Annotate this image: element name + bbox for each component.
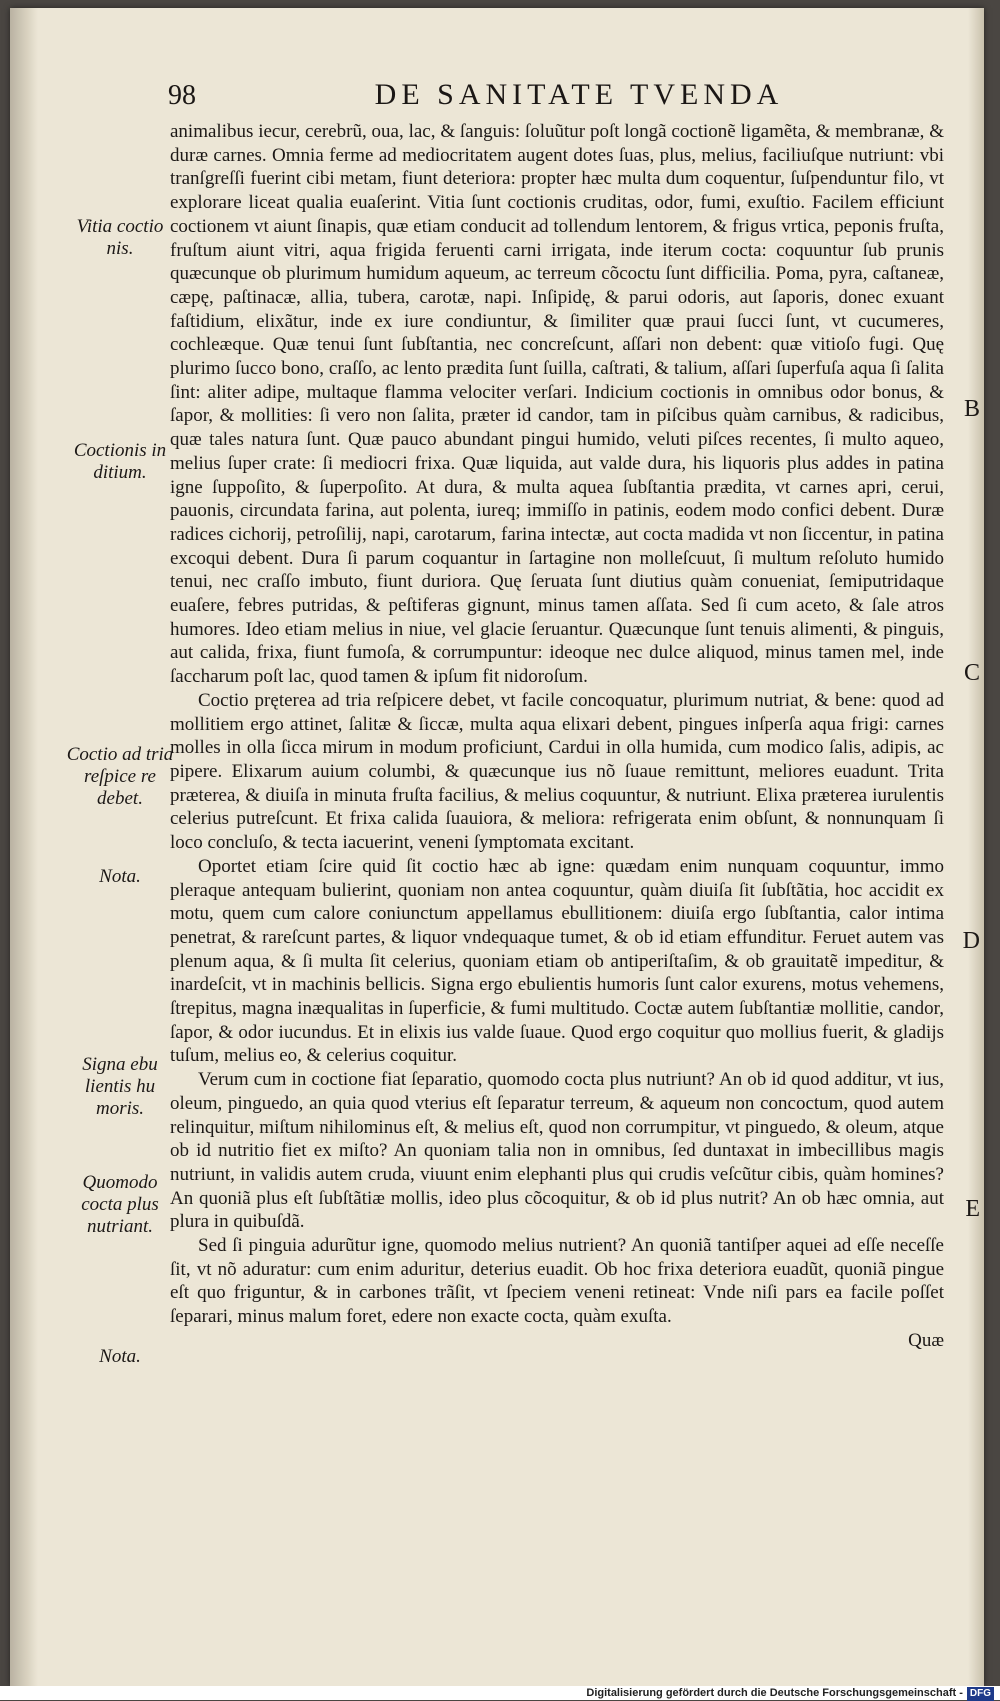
- book-page: [10, 8, 984, 1686]
- dfg-logo: DFG: [967, 1687, 994, 1701]
- paragraph: Sed ſi pinguia adurũtur igne, quomodo melius nutrient? An quoniã tantiſper aquei ad eſſe neceſſe ſit, vt nõ aduratur: cum enim aduritur, deterius euadit. Ob hoc frixa deteriora euadũt, quoniã pingue eſt quo friguntur, & in carbones trãſit, vt ſpeciem veneni retineat: Vnde niſi pars ea facile poſſet ſeparari, minus malum foret, edere non exacte cocta, quàm exuſta.: [170, 1235, 944, 1328]
- margin-note: Nota.: [99, 866, 141, 887]
- binding-gutter: [10, 8, 38, 1686]
- margin-note: Nota.: [99, 1346, 141, 1367]
- margin-note: Coctio ad tria reſpice re debet.: [66, 744, 174, 809]
- gathering-letter: B: [963, 396, 980, 422]
- margin-note: Quomodo cocta plus nutriant.: [81, 1172, 159, 1237]
- main-text: [170, 120, 944, 1353]
- paragraph: Oportet etiam ſcire quid ſit coctio hæc ab igne: quædam enim nunquam coquuntur, immo pleraque antequam bulierint, quoniam non antea coquuntur, quàm diuiſa ſit ſubſtãtia, hoc accidit ex motu, quem cum calore coniunctum appellamus ebullitionem: diuiſa ergo ſubſtantia, calor intima penetrat, & rareſcunt partes, & liquor vndequaque tumet, & ob id etiam effunditur. Feruet autem vas plenum aqua, & ſi multa ſit celerius, quoniam etiam ob antiperiſtaſim, & ob grauitatẽ impeditur, & inardeſcit, vt in machinis bellicis. Signa ergo ebulientis humoris ſunt calor exurens, motus vehemens, ſtrepitus, magna inæqualitas in ſuperficie, & fumi multitudo. Coctæ autem ſubſtantiæ mollitie, candor, ſapor, & odor iucundus. Et in elixis ius valde ſuaue. Quod ergo coquitur quo mollius fuerit, & gladijs tuſum, melius eo, & celerius coquitur.: [170, 855, 944, 1067]
- paragraph: Verum cum in coctione fiat ſeparatio, quomodo cocta plus nutriunt? An ob id quod additur, vt ius, oleum, pinguedo, an quia quod vterius eſt ſeparatur terreum, & aqueum non concoctum, quod autem relinquitur, miſtum nihilominus eſt, & melius eſt, quod non corrumpitur, vt pinguedo, & oleum, atque ob id nutritio fiet ex miſto? An quoniam talia non in omnibus, ſed duntaxat in imbecillibus magis nutriunt, in validis autem cruda, viuunt enim elephanti plus qui crudis veſcũtur cibis, quàm homines? An quoniã plus eſt ſubſtãtiæ mollis, ideo plus cõcoquitur, & ob id plus nutrit? An ob hæc omnia, aut plura in quibuſdã.: [170, 1069, 944, 1233]
- paragraph: Coctio pręterea ad tria reſpicere debet, vt facile concoquatur, plurimum nutriat, & bene: quod ad mollitiem ergo attinet, ſalitæ & ſiccæ, multa aqua elixari debent, pingues inſperſa aqua frigi: carnes molles in olla ſicca mirum in modum proficiunt, Cardui in olla humida, cum modico ſalis, adipis, ac pipere. Elixarum auium columbi, & quæcunque ius nõ ſuaue remittunt, meliores euadunt. Trita præterea, & diuiſa in minuta fruſta facilius, & melius coquuntur, & nutriunt. Elixa præterea iurulentis celerius putreſcunt. Et frixa calida ſuauiora, & meliora: refrigerata enim obſunt, & nonnunquam ſi loco concluſo, & tecta iacuerint, veneni ſymptomata excitant.: [170, 689, 944, 854]
- margin-note: Coctionis in ditium.: [73, 440, 167, 483]
- page-header: [168, 80, 948, 120]
- paragraph: animalibus iecur, cerebrũ, oua, lac, & ſanguis: ſoluũtur poſt longã coctionẽ ligamẽta, & membranæ, & duræ carnes. Omnia ferme ad mediocritatem augent dotes ſuas, plus, melius, faciliuſque nutriunt: vbi tranſgreſſi fuerint cibi metam, fiunt deteriora: propter hæc multa dum coquentur, ſuſpenduntur filo, vt explorare liceat qualia euaſerint. Vitia ſunt coctionis cruditas, odor, fumi, exuſtio. Facilem efficiunt coctionem vt aiunt ſinapis, quæ etiam conducit ad tollendum lentorem, & frigus vrtica, peponis fruſta, fruſtum aiunt vitri, aqua frigida feruenti carni irrigata, inde iterum cocta: coquuntur ſub prunis quæcunque ob plurimum humidum aqueum, ac terreum cõcoctu ſunt difficilia. Poma, pyra, caſtaneæ, cæpę, paſtinacæ, allia, tubera, carotæ, napi. Inſipidę, & parui odoris, aut ſaporis, donec exuant faſtidium, elixãtur, inde ex iure condiuntur, & ſimiliter quæ praui ſucci ſunt, vt cucumeres, cochleæque. Quæ tenui ſunt ſubſtantia, nec concreſcunt, aſſari non debent: quæ vitioſo fugi. Quę plurimo ſucco bono, craſſo, ac lento prædita ſunt ſuilla, caſtrati, & talium, aſſari ſuperfuſa aqua ſi ſalita ſint: aliter adipe, multaque flamma velociter verſari. Indicium coctionis in omnibus odor bonus, & ſapor, & mollities: ſi vero non ſalita, præter id candor, tam in piſcibus quàm carnibus, & radicibus, quæ tales natura ſunt. Quæ pauco abundant pingui humido, veluti piſces recentes, ſi multo aqueo, melius ſuper crate: ſi mediocri frixa. Quæ liquida, aut valde dura, his liquoris plus addes in patina igne ſuppoſito, & ſuperpoſito. At dura, & multa aquea ſubſtantia prædita, vt carnes apri, cerui, pauonis, circundata farina, aut polenta, iureq; immiſſo in patinis, eodem modo confici debent. Duræ radices cichorij, petroſilij, napi, carotarum, farina intectæ, aut cocta madida vt non ſiccentur, in patina excoqui debent. Dura ſi parum coquantur in ſartagine non molleſcuut, ſi multum reſoluto humido tenui, nec craſſo imbuto, fiunt duriora. Quę ſeruata ſunt diutius quàm conueniat, ſemiputridaque euaſere, febres putridas, & peſtiferas gignunt, minus tamen aſſata. Sed ſi cum aceto, & ſale atros humores. Ideo etiam melius in niue, vel glacie ſeruantur. Quæcunque ſunt tenuis alimenti, & pinguis, aut calida, frixa, fiunt fumoſa, & corrumpuntur: ideoque nec dulce aliquod, minus tamen mel, inde ſaccharum poſt lac, quod tamen & ipſum fit nidoroſum.: [170, 121, 944, 688]
- margin-note: Signa ebu lientis hu moris.: [82, 1054, 158, 1119]
- running-head: DE SANITATE TVENDA: [374, 78, 784, 111]
- gathering-letter: E: [965, 1196, 980, 1222]
- page-edge: [968, 8, 984, 1686]
- margin-note: Vitia coctio nis.: [76, 216, 164, 259]
- gathering-letter: D: [962, 928, 980, 954]
- digitization-footer: [0, 1686, 1000, 1700]
- catchword: Quæ: [908, 1329, 944, 1351]
- gathering-letter: C: [963, 660, 980, 686]
- footer-text: Digitalisierung gefördert durch die Deutsche Forschungsgemeinschaft -: [586, 1687, 963, 1699]
- page-number: 98: [168, 80, 196, 111]
